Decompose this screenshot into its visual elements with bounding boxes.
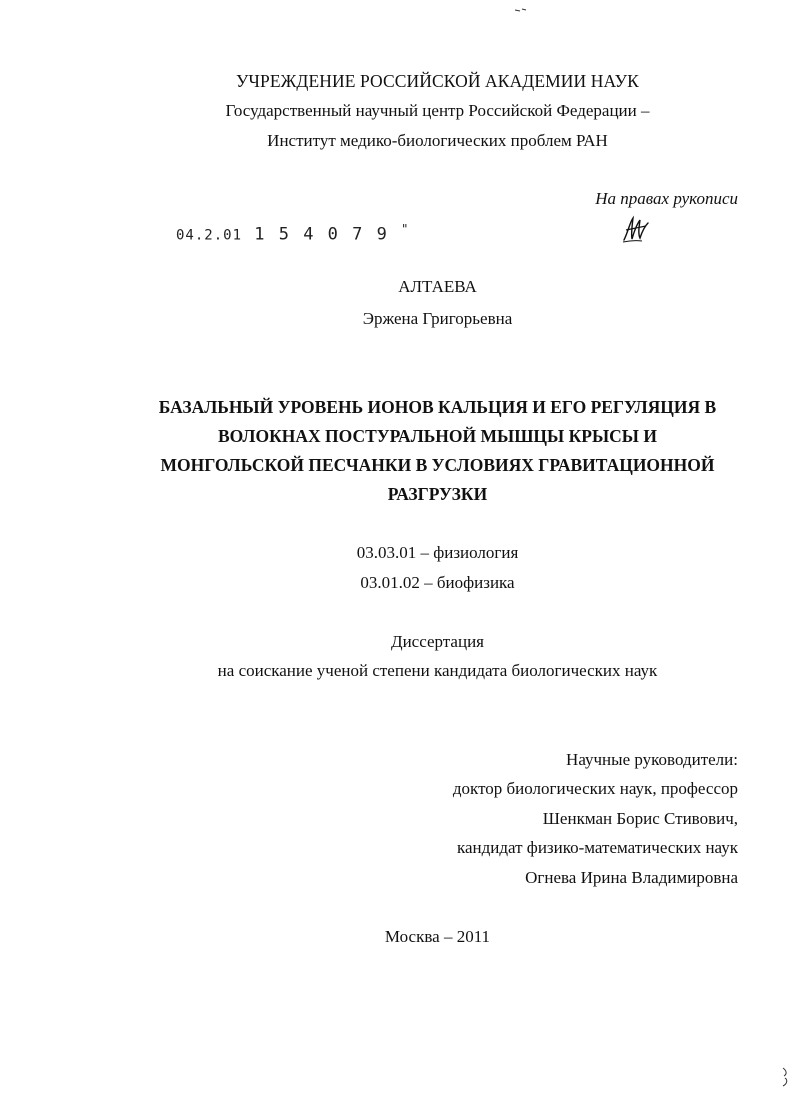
supervisor-line: Шенкман Борис Стивович,	[542, 809, 738, 828]
work-type: Диссертация	[390, 632, 484, 651]
title-line: ВОЛОКНАХ ПОСТУРАЛЬНОЙ МЫШЦЫ КРЫСЫ И	[218, 426, 657, 446]
supervisor-line: кандидат физико-математических наук	[456, 838, 738, 857]
author-name: Эржена Григорьевна	[362, 309, 513, 328]
supervisors-heading: Научные руководители:	[566, 750, 738, 769]
degree-purpose: на соискание ученой степени кандидата биологических наук	[217, 661, 658, 680]
specialty-code: 03.01.02 – биофизика	[360, 573, 515, 592]
author-surname: АЛТАЕВА	[398, 277, 477, 296]
registration-tick: "	[401, 222, 411, 236]
research-center-name: Государственный научный центр Российской Федерации –	[225, 101, 650, 120]
institute-name: Институт медико-биологических проблем РАН	[267, 131, 608, 150]
place-year: Москва – 2011	[384, 927, 491, 946]
title-line: РАЗГРУЗКИ	[387, 484, 488, 504]
registration-stamp	[176, 222, 410, 245]
supervisor-line: Огнева Ирина Владимировна	[525, 868, 738, 887]
specialty-code: 03.03.01 – физиология	[356, 543, 519, 562]
page-edge-mark	[779, 1066, 793, 1088]
institution-name: УЧРЕЖДЕНИЕ РОССИЙСКОЙ АКАДЕМИИ НАУК	[236, 71, 639, 91]
title-line: БАЗАЛЬНЫЙ УРОВЕНЬ ИОНОВ КАЛЬЦИЯ И ЕГО РЕГУЛЯЦИЯ В	[158, 397, 717, 417]
title-line: МОНГОЛЬСКОЙ ПЕСЧАНКИ В УСЛОВИЯХ ГРАВИТАЦИОННОЙ	[160, 455, 715, 475]
supervisor-line: доктор биологических наук, профессор	[452, 779, 738, 798]
manuscript-note: На правах рукописи	[595, 189, 738, 208]
registration-prefix: 04.2.01	[176, 227, 243, 244]
scan-mark	[514, 0, 528, 6]
registration-number: 1 5 4 0 7 9	[254, 224, 389, 245]
signature-icon	[620, 214, 652, 244]
